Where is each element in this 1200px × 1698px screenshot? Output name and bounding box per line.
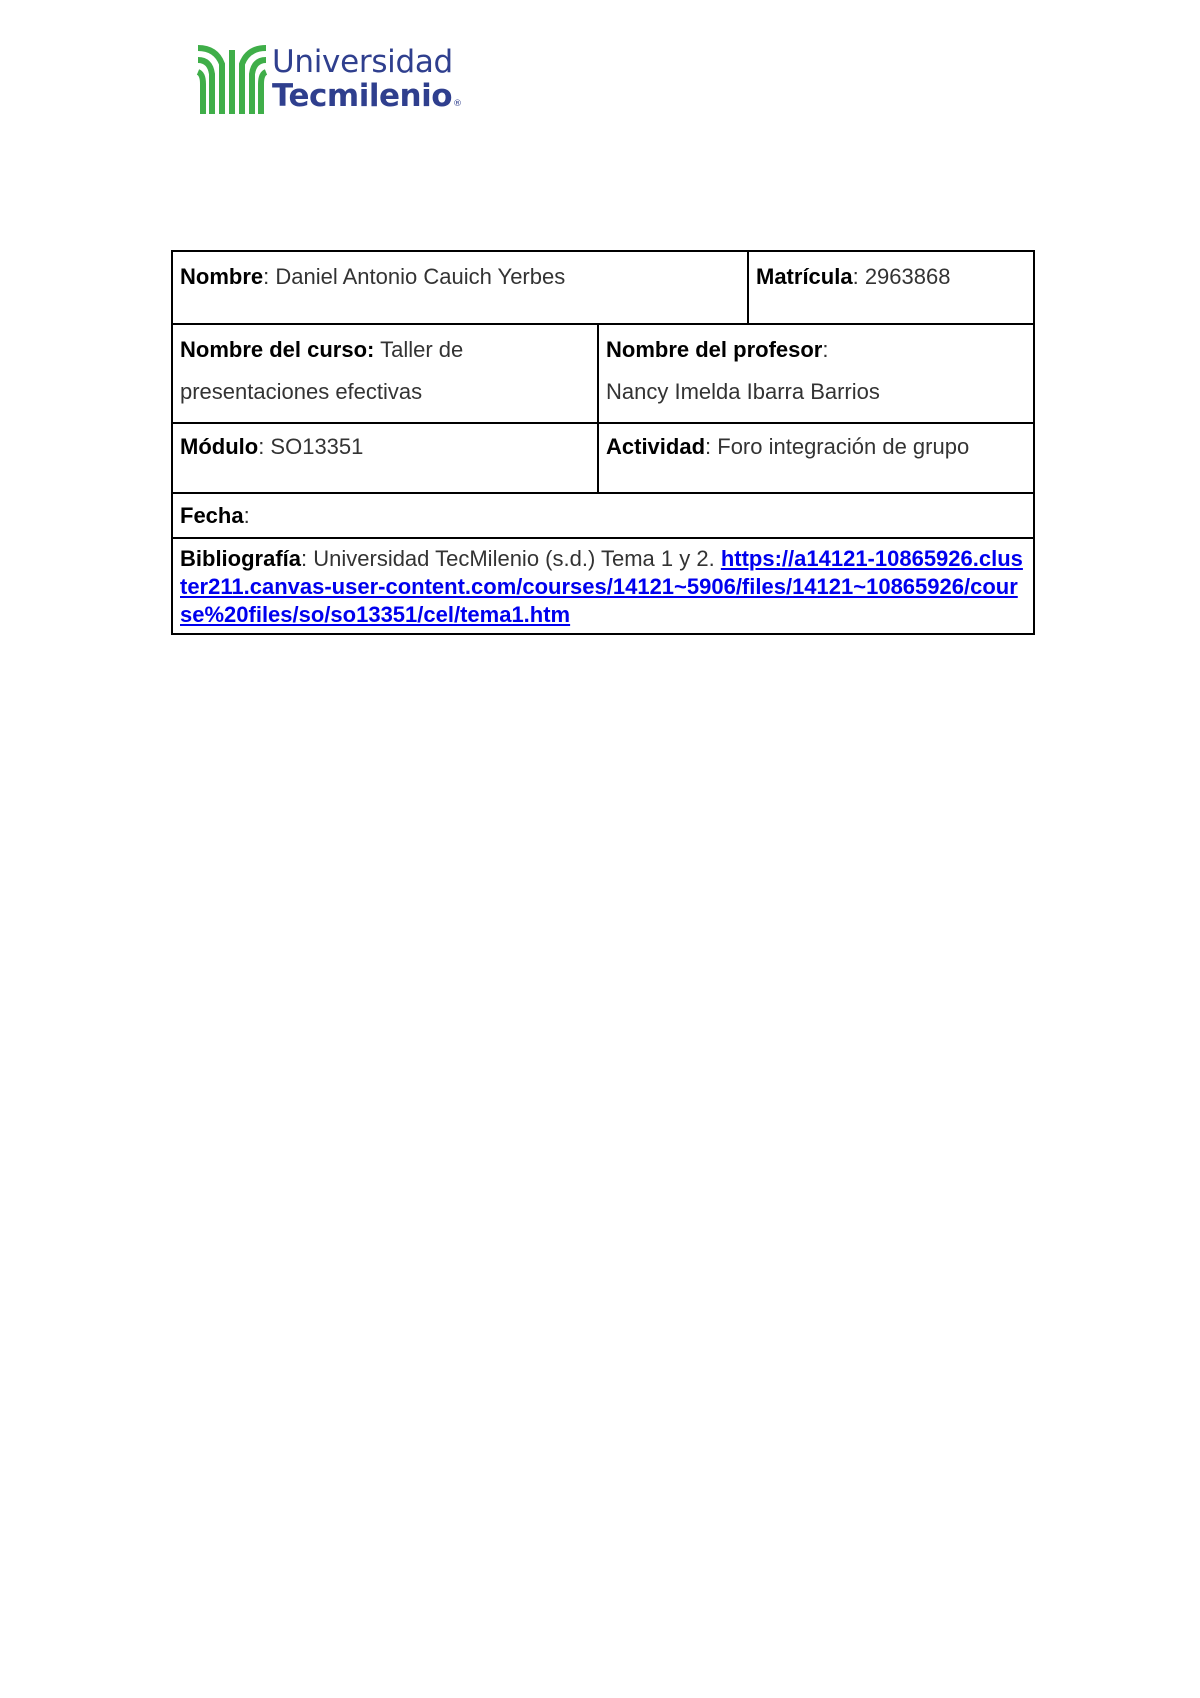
matricula-cell xyxy=(747,252,1033,323)
curso-cell xyxy=(173,325,597,422)
nombre-value: : Daniel Antonio Cauich Yerbes xyxy=(263,264,566,289)
table-row-nombre xyxy=(173,252,1033,323)
fecha-label: Fecha xyxy=(180,503,244,528)
registered-mark: ® xyxy=(453,99,462,109)
profesor-label-line xyxy=(606,329,1026,371)
bibliografia-link[interactable]: https://a14121-10865926.cluster211.canvas-user-content.com/courses/14121~5906/files/14121~10865926/course%20files/so/so13351/cel/tema1.htm xyxy=(180,546,1023,627)
modulo-value: : SO13351 xyxy=(258,434,364,459)
tecmilenio-tree-icon xyxy=(196,44,268,116)
table-row-curso xyxy=(173,323,1033,422)
student-info-table xyxy=(171,250,1035,635)
actividad-label: Actividad xyxy=(606,434,706,459)
logo-line-2 xyxy=(272,80,462,120)
fecha-value: : xyxy=(243,503,250,528)
nombre-cell xyxy=(173,252,747,323)
modulo-cell xyxy=(173,424,597,492)
profesor-sep: : xyxy=(822,337,829,362)
university-logo xyxy=(196,44,466,116)
curso-label: Nombre del curso: xyxy=(180,337,375,362)
actividad-cell xyxy=(597,424,1033,492)
matricula-value: : 2963868 xyxy=(852,264,951,289)
matricula-label: Matrícula xyxy=(756,264,853,289)
table-row-modulo xyxy=(173,422,1033,492)
actividad-value: : Foro integración de grupo xyxy=(705,434,970,459)
nombre-label: Nombre xyxy=(180,264,264,289)
logo-wordmark xyxy=(272,44,462,120)
table-row-fecha xyxy=(173,492,1033,537)
table-row-bibliografia xyxy=(173,537,1033,633)
fecha-cell xyxy=(173,494,1033,537)
profesor-cell xyxy=(597,325,1033,422)
logo-line-2-text: Tecmilenio xyxy=(272,78,453,114)
bibliografia-value: : Universidad TecMilenio (s.d.) Tema 1 y 2. xyxy=(301,546,721,571)
profesor-value: Nancy Imelda Ibarra Barrios xyxy=(606,379,880,404)
profesor-label: Nombre del profesor xyxy=(606,337,823,362)
logo-line-1: Universidad xyxy=(272,44,453,80)
modulo-label: Módulo xyxy=(180,434,259,459)
curso-value: Taller de presentaciones efectivas xyxy=(180,337,464,404)
bibliografia-cell xyxy=(173,539,1033,633)
bibliografia-label: Bibliografía xyxy=(180,546,302,571)
